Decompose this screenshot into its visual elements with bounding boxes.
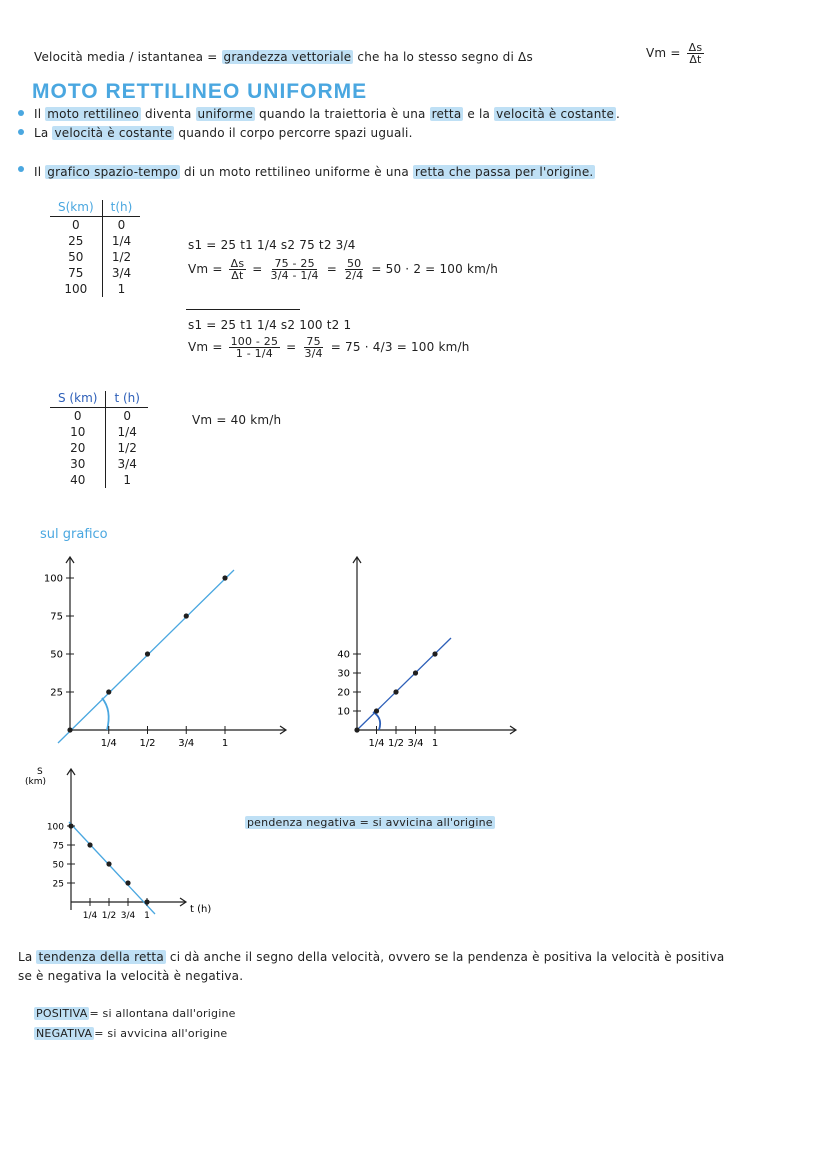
b1-d: uniforme xyxy=(197,107,254,121)
y-tick-label: 25 xyxy=(52,879,64,890)
t2-cell: 1 xyxy=(123,473,131,487)
f-den: Δt xyxy=(231,269,244,282)
b1-e: quando la traiettoria è una xyxy=(259,107,426,121)
conclusion-line1 xyxy=(18,950,724,964)
g1-line xyxy=(58,570,234,743)
t2-header-s: S (km) xyxy=(50,391,106,408)
data-point xyxy=(184,613,189,618)
g1-angle-arc xyxy=(102,698,109,730)
conclusion-line2: se è negativa la velocità è negativa. xyxy=(18,969,244,983)
intro-line xyxy=(34,50,533,64)
data-point xyxy=(68,823,73,828)
x-tick-label: 3/4 xyxy=(178,738,195,749)
y-tick-label: 10 xyxy=(337,706,350,718)
b2-b: velocità è costante xyxy=(54,126,173,140)
data-point xyxy=(413,670,418,675)
y-tick-label: 30 xyxy=(337,668,350,680)
formula-lhs: Vm xyxy=(646,46,667,60)
f-den: 3/4 - 1/4 xyxy=(270,269,319,282)
intro-text: Velocità media / istantanea = xyxy=(34,50,218,64)
calc1-line1: s1 = 25 t1 1/4 s2 75 t2 3/4 xyxy=(188,238,356,252)
graph-1 xyxy=(30,550,300,760)
b1-h: velocità è costante xyxy=(496,107,615,121)
bullet-dot xyxy=(18,129,24,135)
y-tick-label: 50 xyxy=(50,649,63,661)
calc2-result: = 75 · 4/3 = 100 km/h xyxy=(330,340,470,354)
graphs-label: sul grafico xyxy=(40,527,108,542)
pos-text: = si allontana dall'origine xyxy=(89,1007,236,1020)
x-tick-label: 1 xyxy=(431,738,439,749)
conc-b: tendenza della retta xyxy=(38,950,164,964)
calc1-f3 xyxy=(343,258,365,281)
t1-cell: 25 xyxy=(50,233,102,249)
page-title: MOTO RETTILINEO UNIFORME xyxy=(32,80,368,103)
table-row xyxy=(50,281,140,297)
bullet-dot xyxy=(18,166,24,172)
calc2-f1 xyxy=(229,336,281,359)
table-row xyxy=(50,408,148,425)
t1-cell: 50 xyxy=(50,249,102,265)
table-row xyxy=(50,472,148,488)
data-point xyxy=(144,899,149,904)
t1-cell: 100 xyxy=(50,281,102,297)
table-row xyxy=(50,217,140,234)
intro-highlight: grandezza vettoriale xyxy=(223,50,352,64)
legend-negative xyxy=(34,1027,227,1040)
x-tick-label: 1 xyxy=(221,738,229,749)
x-tick-label: 1/2 xyxy=(139,738,156,749)
t2-header-t: t (h) xyxy=(106,391,148,408)
table-2 xyxy=(50,391,148,488)
f-den: 2/4 xyxy=(345,269,364,282)
conc-a: La xyxy=(18,950,33,964)
t1-cell: 1 xyxy=(117,282,126,296)
x-tick-label: 1/4 xyxy=(82,911,98,921)
graph-2 xyxy=(325,550,525,760)
t1-cell: 75 xyxy=(50,265,102,281)
calc1-result: = 50 · 2 = 100 km/h xyxy=(371,262,499,276)
table-row xyxy=(50,424,148,440)
f-num: 75 xyxy=(306,335,321,348)
data-point xyxy=(374,708,379,713)
formula-num: Δs xyxy=(688,41,703,54)
f-num: 75 - 25 xyxy=(274,257,315,270)
t2-cell: 0 xyxy=(50,408,106,425)
x-tick-label: 3/4 xyxy=(120,911,136,921)
data-point xyxy=(432,651,437,656)
data-point xyxy=(125,880,130,885)
y-tick-label: 50 xyxy=(52,860,64,871)
f-num: 100 - 25 xyxy=(230,335,279,348)
t2-cell: 0 xyxy=(123,409,131,423)
t1-cell: 3/4 xyxy=(111,266,132,280)
g1-points xyxy=(67,575,227,732)
g3-y-unit: (km) xyxy=(25,777,47,787)
b1-c: diventa xyxy=(145,107,192,121)
b3-c: di un moto rettilineo uniforme è una xyxy=(184,165,409,179)
g3-line xyxy=(69,822,155,914)
b3-a: Il xyxy=(34,165,42,179)
b1-b: moto rettilineo xyxy=(47,107,139,121)
t1-cell: 1/2 xyxy=(111,250,132,264)
g3-x-label: t (h) xyxy=(190,904,212,915)
bullet-2 xyxy=(34,126,413,140)
f-den: 1 - 1/4 xyxy=(235,347,273,360)
b1-i: . xyxy=(616,107,621,121)
formula-den: Δt xyxy=(689,53,702,66)
conc-c: ci dà anche il segno della velocità, ovvero se la pendenza è positiva la velocità è positiva xyxy=(169,950,725,964)
g2-line xyxy=(357,638,451,730)
data-point xyxy=(354,727,359,732)
data-point xyxy=(145,651,150,656)
data-point xyxy=(67,727,72,732)
velocity-formula: Vm = $\frac{\Delta s}{\Delta t}$ xyxy=(646,41,703,66)
data-point xyxy=(106,861,111,866)
table-row xyxy=(50,440,148,456)
b1-f: retta xyxy=(431,107,462,121)
neg-label: NEGATIVA xyxy=(36,1027,93,1040)
calc2-line1: s1 = 25 t1 1/4 s2 100 t2 1 xyxy=(188,318,352,332)
table-row xyxy=(50,265,140,281)
graph-3 xyxy=(15,760,245,930)
table-row xyxy=(50,249,140,265)
calc2-formula: Vm = $\frac{100 - 25}{1 - 1/4}$ = $\frac{75}{3/4}$ = 75 · 4/3 = 100 km/h xyxy=(188,335,470,360)
t2-cell: 1/4 xyxy=(117,425,137,439)
neg-text: = si avvicina all'origine xyxy=(94,1027,228,1040)
y-tick-label: 25 xyxy=(50,687,63,699)
f-den: 3/4 xyxy=(304,347,323,360)
t2-cell: 30 xyxy=(50,456,106,472)
negative-note-text: pendenza negativa = si avvicina all'origine xyxy=(247,816,493,829)
b3-d: retta che passa per l'origine. xyxy=(415,165,594,179)
y-tick-label: 40 xyxy=(337,649,350,661)
b3-b: grafico spazio-tempo xyxy=(47,165,178,179)
f-num: Δs xyxy=(230,257,245,270)
table-row xyxy=(50,456,148,472)
b1-a: Il xyxy=(34,107,42,121)
legend-positive xyxy=(34,1007,236,1020)
y-tick-label: 75 xyxy=(50,611,63,623)
t2-cell: 20 xyxy=(50,440,106,456)
t1-header-t: t(h) xyxy=(102,200,140,217)
bullet-1 xyxy=(34,107,620,121)
x-tick-label: 1/4 xyxy=(368,738,385,749)
intro-rest: che ha lo stesso segno di Δs xyxy=(357,50,533,64)
data-point xyxy=(222,575,227,580)
x-tick-label: 1 xyxy=(144,911,150,921)
x-tick-label: 1/2 xyxy=(101,911,117,921)
t2-cell: 1/2 xyxy=(117,441,137,455)
g3-y-label: S xyxy=(37,767,43,777)
calc1-f1 xyxy=(229,258,247,281)
bullet-3 xyxy=(34,165,595,179)
calc2-f2 xyxy=(302,336,324,359)
negative-note xyxy=(245,816,495,829)
t2-cell: 10 xyxy=(50,424,106,440)
table-row xyxy=(50,233,140,249)
x-tick-label: 1/4 xyxy=(100,738,117,749)
pos-label: POSITIVA xyxy=(36,1007,88,1020)
f-num: 50 xyxy=(346,257,362,270)
t2-cell: 40 xyxy=(50,472,106,488)
t1-cell: 0 xyxy=(50,217,102,234)
y-tick-label: 100 xyxy=(46,822,64,833)
bullet-dot xyxy=(18,110,24,116)
calc1-formula: Vm = $\frac{\Delta s}{\Delta t}$ = $\frac{75 - 25}{3/4 - 1/4}$ = $\frac{50}{2/4}$ = 50 · 2 = 100 km/h xyxy=(188,257,499,282)
calc2-vm: Vm = xyxy=(188,340,223,354)
x-tick-label: 3/4 xyxy=(407,738,424,749)
y-tick-label: 75 xyxy=(52,841,64,852)
data-point xyxy=(393,689,398,694)
b1-g: e la xyxy=(467,107,491,121)
calc1-f2 xyxy=(269,258,321,281)
vm2: Vm = 40 km/h xyxy=(192,413,282,427)
y-tick-label: 100 xyxy=(43,573,63,585)
calc1-vm: Vm = xyxy=(188,262,223,276)
x-tick-label: 1/2 xyxy=(387,738,405,749)
t2-cell: 3/4 xyxy=(117,457,137,471)
data-point xyxy=(87,842,92,847)
y-tick-label: 20 xyxy=(337,687,350,699)
formula-fraction xyxy=(687,42,705,65)
g3-points xyxy=(68,823,149,904)
t1-cell: 1/4 xyxy=(111,234,132,248)
b2-c: quando il corpo percorre spazi uguali. xyxy=(178,126,413,140)
t1-cell: 0 xyxy=(117,218,126,232)
b2-a: La xyxy=(34,126,49,140)
t1-header-s: S(km) xyxy=(50,200,102,217)
calc-divider xyxy=(186,309,300,310)
data-point xyxy=(106,689,111,694)
table-1 xyxy=(50,200,140,297)
